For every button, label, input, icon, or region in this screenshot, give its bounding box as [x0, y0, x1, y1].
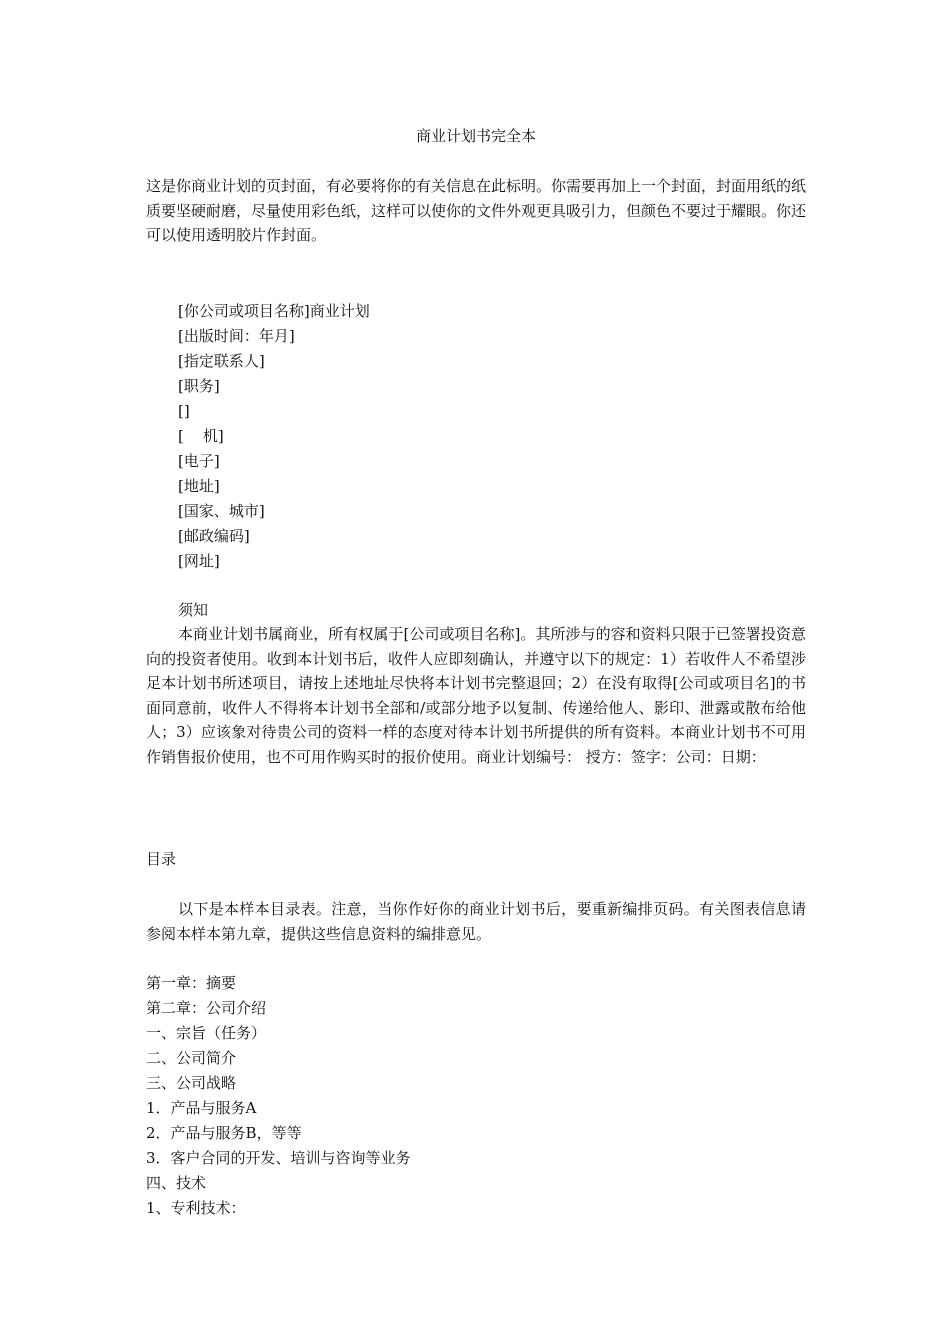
notice-heading: 须知: [178, 601, 209, 619]
toc-item: 一、宗旨（任务）: [146, 1024, 267, 1042]
notice-body: 本商业计划书属商业，所有权属于[公司或项目名称]。其所涉与的容和资料只限于已签署投资意向的投资者使用。收到本计划书后，收件人应即刻确认，并遵守以下的规定：1）若收件人不希望涉足本计划书所述项目，请按上述地址尽快将本计划书完整退回；2）在没有取得[公司或项目名]的书面同意前，收件人不得将本计划书全部和/或部分地予以复制、传递给他人、影印、泄露或散布给他人；3）应该象对待贵公司的资料一样的态度对待本计划书所提供的所有资料。本商业计划书不可用作销售报价使用，也不可用作购买时的报价使用。商业计划编号： 授方：签字：公司：日期：: [146, 625, 806, 766]
cover-field-phone: [ 机]: [178, 427, 224, 445]
cover-fields-list: [178, 299, 370, 574]
cover-field-position: [职务]: [178, 377, 220, 395]
intro-paragraph: 这是你商业计划的页封面，有必要将你的有关信息在此标明。你需要再加上一个封面，封面用纸的纸质要坚硬耐磨，尽量使用彩色纸，这样可以使你的文件外观更具吸引力，但颜色不要过于耀眼。你还可以使用透明胶片作封面。: [146, 177, 807, 244]
toc-item: 四、技术: [146, 1174, 207, 1192]
toc-item: 第二章：公司介绍: [146, 999, 267, 1017]
cover-field-email: [电子]: [178, 452, 220, 470]
cover-field-contact: [指定联系人]: [178, 352, 265, 370]
document-title: 商业计划书完全本: [415, 127, 536, 145]
cover-field-country-city: [国家、城市]: [178, 502, 265, 520]
cover-field-website: [网址]: [178, 552, 220, 570]
toc-item: 第一章：摘要: [146, 974, 237, 992]
toc-item: 1、专利技术：: [146, 1199, 246, 1217]
toc-heading: 目录: [146, 850, 177, 868]
toc-intro: 以下是本样本目录表。注意，当你作好你的商业计划书后，要重新编排页码。有关图表信息请参阅本样本第九章，提供这些信息资料的编排意见。: [146, 900, 806, 943]
cover-field-address: [地址]: [178, 477, 220, 495]
toc-list: [146, 971, 411, 1221]
cover-field-company: [你公司或项目名称]商业计划: [178, 302, 370, 320]
cover-field-blank: []: [178, 402, 190, 420]
toc-item: 三、公司战略: [146, 1074, 237, 1092]
toc-item: 3．客户合同的开发、培训与咨询等业务: [146, 1149, 411, 1167]
toc-item: 2．产品与服务B，等等: [146, 1124, 302, 1142]
toc-item: 1．产品与服务A: [146, 1099, 257, 1117]
toc-item: 二、公司简介: [146, 1049, 237, 1067]
cover-field-postal-code: [邮政编码]: [178, 527, 250, 545]
cover-field-publish-date: [出版时间：年月]: [178, 327, 295, 345]
